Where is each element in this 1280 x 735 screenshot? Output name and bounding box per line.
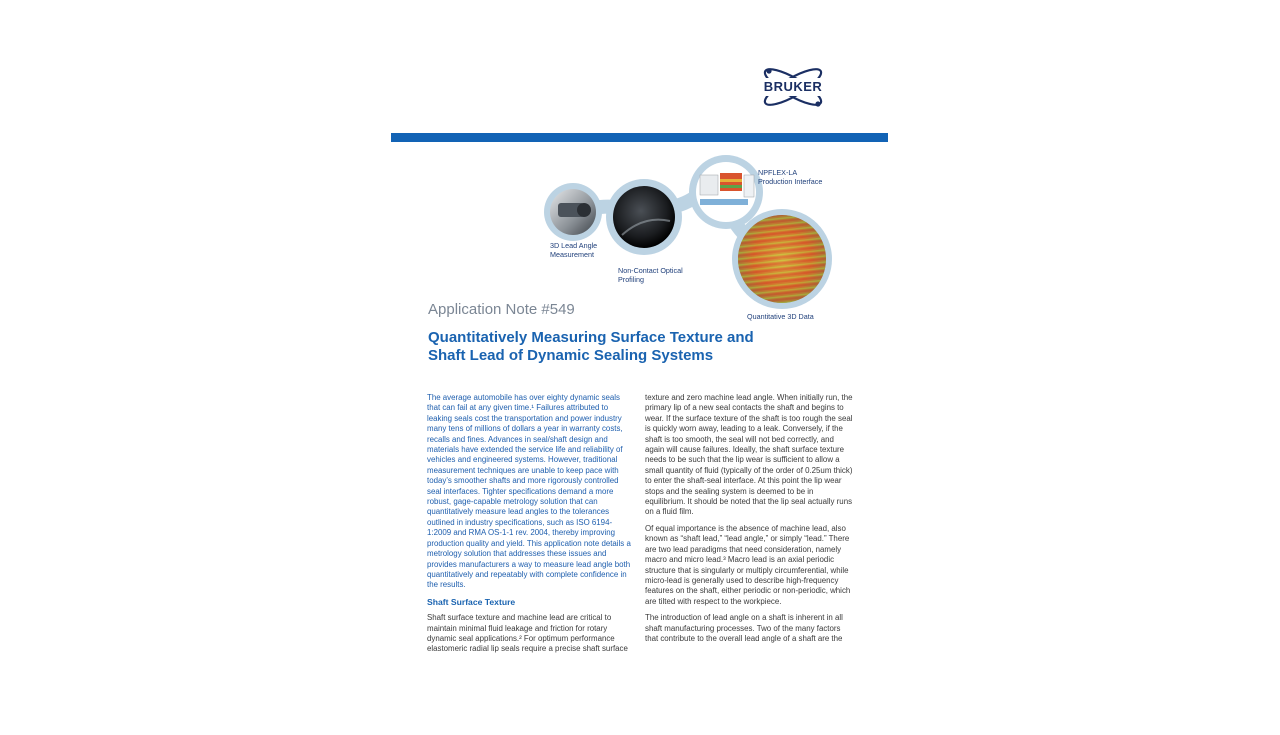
caption-3d-data (747, 312, 814, 321)
title-line-2: Shaft Lead of Dynamic Sealing Systems (428, 347, 714, 364)
application-note-number: Application Note #549 (428, 301, 575, 318)
logo-wordmark: BRUKER (763, 79, 823, 94)
caption-npflex-line1: NPFLEX-LA (758, 168, 798, 177)
image-collage (540, 155, 840, 321)
body-paragraph-1: texture and zero machine lead angle. When initially run, the primary lip of a new seal contacts the shaft and begins to wear. If the surface texture of the shaft is too rough the seal is quickly worn away, leading to a leak. Conversely, if the shaft is too smooth, the seal will not bed correctly, and again will cause failures. Ideally, the shaft surface texture needs to be such that the lip wear is sufficient to allow a small quantity of fluid (typically of the order of 0.25um thick) to enter the shaft-seal interface. At this point the lip wear stops and the sealing system is deemed to be in equilibrium. It should be noted that the lip seal actually runs on a fluid film. (645, 393, 853, 517)
caption-lead-angle (550, 241, 597, 259)
caption-optical-profiling (618, 266, 683, 284)
intro-paragraph: The average automobile has over eighty dynamic seals that can fail at any given time.¹ Failures attributed to leaking seals cost the transportation and power industry many tens of millions of dollars a year in warranty costs, recalls and fines. Advances in seal/shaft design and materials have extended the service life and reliability of vehicles and engineered systems. However, traditional measurement techniques are unable to keep pace with today’s smoother shafts and more rigorously controlled seal interfaces. Tighter specifications demand a more robust, gage-capable metrology solution that can quantitatively measure lead angles to the tolerances outlined in industry specifications, such as ISO 6194-1:2009 and RMA OS-1-1 rev. 2004, thereby improving production quality and yield. This application note details a metrology solution that addresses these issues and provides manufacturers a way to measure lead angle both quantitatively and repeatably with complete confidence in the results. (427, 393, 631, 590)
caption-lead-angle-line2: Measurement (550, 250, 594, 259)
caption-npflex-line2: Production Interface (758, 177, 823, 186)
caption-lead-angle-line1: 3D Lead Angle (550, 241, 598, 250)
caption-optical-line2: Profiling (618, 275, 644, 284)
document-title (428, 329, 788, 365)
text-column-right (645, 393, 855, 650)
bruker-logo (752, 62, 834, 112)
text-column-left (427, 393, 635, 661)
section-heading: Shaft Surface Texture (427, 596, 516, 607)
header-rule (391, 133, 888, 142)
title-line-1: Quantitatively Measuring Surface Texture and (428, 329, 754, 346)
caption-3d-data-line1: Quantitative 3D Data (747, 312, 814, 321)
section-paragraph: Shaft surface texture and machine lead are critical to maintain minimal fluid leakage and friction for rotary dynamic seal applications.² For optimum performance elastomeric radial lip seals require a precise shaft surface (427, 613, 628, 654)
caption-optical-line1: Non-Contact Optical (618, 266, 683, 275)
body-paragraph-2: Of equal importance is the absence of machine lead, also known as “shaft lead,” “lead angle,” or simply “lead.” There are two lead paradigms that need consideration, namely macro and micro lead.³ Macro lead is an axial periodic structure that is singularly or multiply circumferential, while micro-lead is generally used to describe high-frequency features on the shaft, either periodic or non-periodic, which are tilted with respect to the workpiece. (645, 523, 851, 606)
caption-npflex (758, 168, 822, 186)
body-paragraph-3: The introduction of lead angle on a shaft is inherent in all shaft manufacturing processes. Two of the many factors that contribute to the overall lead angle of a shaft are the (645, 613, 843, 643)
